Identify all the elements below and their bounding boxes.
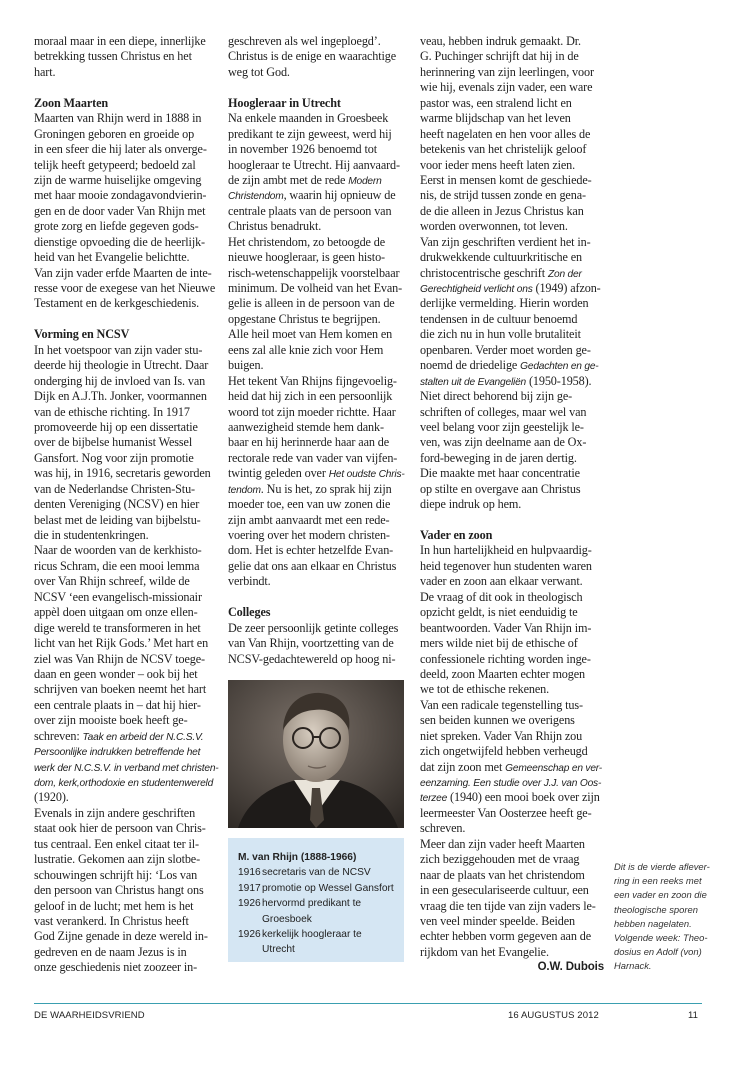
text-line: belast met de leiding van bijbelstu- [34, 512, 201, 527]
text-line: gelie dat ons aan elkaar en Christus [228, 558, 397, 573]
italic-title: werk der N.C.S.V. in verband met christen- [34, 762, 219, 774]
sidenote-line: hebben nagelaten. [614, 917, 692, 929]
timeline-row [238, 927, 404, 958]
text-line: weg tot God. [228, 64, 290, 79]
text-line: van de Nederlandse Christen-Stu- [34, 481, 195, 496]
text-line: schriften of colleges, maar wel van [420, 404, 587, 419]
text-line: in november 1926 benoemd tot [228, 142, 377, 157]
text-line [228, 173, 408, 188]
text-line: Testament en de kerkgeschiedenis. [34, 296, 200, 311]
timeline-year: 1917 [238, 882, 261, 894]
timeline-row [238, 881, 404, 896]
timeline-text-line: promotie op Wessel Gansfort [262, 882, 394, 894]
timeline-text [262, 927, 362, 958]
text-line: dienstige opvoeding die de heerlijk- [34, 234, 205, 249]
text-line: baar en hij herinnerde haar aan de [228, 435, 390, 450]
text-line [34, 760, 220, 775]
text-line: woord tot zijn moeder richtte. Haar [228, 404, 396, 419]
text-line: G. Puchinger schrijft dat hij in de [420, 49, 579, 64]
text-line: over zijn mooiste boek heeft ge- [34, 713, 188, 728]
text-line: In hun hartelijkheid en hulpvaardig- [420, 543, 592, 558]
text-line [420, 374, 604, 389]
text-line: veau, hebben indruk gemaakt. Dr. [420, 34, 581, 48]
text-line: van de ethische richting. In 1917 [34, 404, 190, 419]
footer-divider [34, 1003, 702, 1004]
text-line: schreven. [420, 821, 466, 836]
text-line: In het voetspoor van zijn vader stu- [34, 342, 203, 357]
text-line: promoveerde hij op een dissertatie [34, 419, 198, 434]
text-line [34, 744, 220, 759]
text-line: moraal maar in een diepe, innerlijke [34, 34, 206, 48]
text-line: naar de plaats van het christendom [420, 867, 585, 882]
text-line: veel belang voor zijn geestelijk le- [420, 419, 584, 434]
text-segment: dat zijn zoon met [420, 759, 506, 774]
text-line: deeld, zoon Maarten echter mogen [420, 666, 586, 681]
text-line [228, 482, 408, 497]
text-line: nis, de strijd tussen zonde en gena- [420, 188, 586, 203]
text-line: vast verankerd. In Christus heeft [34, 913, 189, 928]
text-line: die in studentenkringen. [34, 528, 149, 542]
sidenote-line: een vader en zoon die [614, 889, 707, 901]
text-line: over de bijbelse humanist Wessel [34, 435, 193, 450]
text-line: hoogleraar te Utrecht. Hij aanvaard- [228, 157, 400, 172]
text-line: opgestane Christus te begrijpen. [228, 311, 381, 326]
text-line: (1920). [34, 790, 69, 805]
blank-line [34, 312, 220, 327]
text-line: diepe indruk op hem. [420, 497, 522, 512]
portrait-photo [228, 680, 404, 828]
text-line: ven veel minder speelde. Beiden [420, 913, 575, 928]
text-line: pastor was, een stralend licht en [420, 95, 572, 110]
section-heading: Colleges [228, 605, 271, 620]
italic-title: stalten uit de Evangeliën [420, 376, 527, 388]
text-line: zich ongetwijfeld hebben verheugd [420, 744, 588, 759]
timeline-text [262, 865, 371, 880]
text-line: openbaren. Verder moet worden ge- [420, 342, 591, 357]
text-line: Niet direct behorend bij zijn ge- [420, 389, 573, 404]
timeline-year: 1926 [238, 929, 261, 941]
italic-title: Gemeenschap en ver- [505, 762, 602, 774]
text-line: heid dat hij zich in een persoonlijk [228, 389, 393, 404]
timeline-year: 1926 [238, 898, 261, 910]
text-line: betrekking tussen Christus en het [34, 49, 192, 64]
text-line: nieuwe hoogleraar, is geen histo- [228, 250, 385, 265]
text-line: de die alleen in Jezus Christus kan [420, 203, 584, 218]
text-line: gelie is alleen in de persoon van de [228, 296, 395, 311]
article-column-2 [228, 34, 408, 667]
italic-title: Zon der [547, 268, 582, 280]
text-line: niet spreken. Vader Van Rhijn zou [420, 728, 583, 743]
section-heading: Zoon Maarten [34, 95, 109, 110]
text-line: De zeer persoonlijk getinte colleges [228, 620, 399, 635]
text-line: schrijven van boeken neemt het hart [34, 682, 207, 697]
timeline-text-line: kerkelijk hoogleraar te [262, 929, 362, 941]
text-line: Meer dan zijn vader heeft Maarten [420, 836, 585, 851]
article-column-1 [34, 34, 220, 976]
text-segment: christocentrische geschrift [420, 265, 548, 280]
text-line [420, 266, 604, 281]
text-line: vader en zoon aan elkaar verwant. [420, 574, 583, 589]
sidenote-line: Dit is de vierde aflever- [614, 861, 710, 872]
text-line: licht van het Rijk Gods.’ Met hart en [34, 636, 209, 651]
text-line: NCSV-gedachtewereld op hoog ni- [228, 651, 396, 666]
italic-title: Taak en arbeid der N.C.S.V. [82, 731, 204, 743]
text-line: De vraag of dit ook in theologisch [420, 589, 583, 604]
text-line: resse voor de exegese van het Nieuwe [34, 281, 216, 295]
sidenote-line: Volgende week: Theo- [614, 932, 708, 944]
paragraph [420, 34, 604, 513]
sidenote-line: theologische sporen [614, 903, 698, 915]
article-column-3 [420, 34, 604, 976]
italic-title: Het oudste Chris- [328, 469, 405, 481]
text-line [34, 729, 220, 744]
text-line: heeft nagelaten en hen voor alles de [420, 126, 591, 141]
text-line: Het christendom, zo betoogde de [228, 234, 386, 249]
italic-title: terzee [420, 793, 448, 805]
timeline-row [238, 896, 404, 927]
text-line: Christus benadrukt. [228, 219, 322, 234]
text-line: in een sfeer die hij later als onverge- [34, 142, 207, 157]
text-line: echter hebben vorm gegeven aan de [420, 929, 591, 944]
text-line: daan en geen wonder – ook bij het [34, 666, 198, 681]
caption-title: M. van Rhijn (1888-1966) [238, 852, 357, 863]
paragraph [34, 34, 220, 80]
text-line: appèl doen uitgaan om onze ellen- [34, 605, 198, 620]
text-line: onderging hij de invloed van Is. van [34, 373, 206, 388]
text-line: hart. [34, 64, 56, 79]
paragraph [228, 111, 408, 590]
italic-title: dom, kerk,orthodoxie en studentenwereld [34, 778, 214, 789]
text-line: wie hij, evenals zijn vader, een ware [420, 80, 593, 95]
section-heading: Vorming en NCSV [34, 327, 130, 342]
text-line: vraag die ten tijde van zijn vaders le- [420, 898, 596, 913]
text-line: we tot de ethische rekenen. [420, 682, 550, 697]
text-line: Naar de woorden van de kerkhisto- [34, 543, 202, 558]
text-line: gedreven en de naam Jezus is in [34, 944, 187, 959]
text-line: ven, was zijn deelname aan de Ox- [420, 435, 587, 450]
text-segment: (1950-1958). [526, 373, 592, 388]
timeline-text-line: Utrecht [262, 944, 295, 956]
section-heading: Hoogleraar in Utrecht [228, 95, 341, 110]
text-line: Christus is de enige en waarachtige [228, 49, 397, 64]
text-line: rijkdom van het Evangelie. [420, 944, 549, 959]
text-line: confessionele richting worden inge- [420, 651, 591, 666]
timeline-row [238, 865, 404, 880]
text-line: rectorale rede van vader van vijfen- [228, 450, 398, 465]
italic-title: Persoonlijke indrukken betreffende het [34, 747, 201, 759]
text-line: verbindt. [228, 574, 271, 589]
text-line: ford-beweging in de jaren dertig. [420, 450, 577, 465]
text-segment: twintig geleden over [228, 466, 329, 481]
sidenote-line: Harnack. [614, 960, 652, 972]
text-line: die zich nu in hun volle brutaliteit [420, 327, 581, 342]
text-line: Dijk en A.J.Th. Jonker, voormannen [34, 389, 207, 404]
text-line: denten Vereniging (NCSV) en hier [34, 497, 200, 512]
text-line: ricus Schram, die een mooi lemma [34, 558, 200, 573]
footer-date: 16 AUGUSTUS 2012 [508, 1010, 599, 1021]
text-line: ziel was Van Rhijn de NCSV toege- [34, 651, 205, 666]
sidenote-line: ring in een reeks met [614, 875, 702, 887]
text-segment: (1940) een mooi boek over zijn [447, 790, 600, 805]
text-line: tendensen in de cultuur benoemd [420, 311, 578, 326]
text-line: leermeester Van Oosterzee heeft ge- [420, 805, 592, 820]
timeline-text-line: secretaris van de NCSV [262, 867, 371, 879]
text-line: herinnering van zijn leerlingen, voor [420, 64, 594, 79]
text-segment: noemd de driedelige [420, 358, 521, 373]
text-line: Van zijn vader erfde Maarten de inte- [34, 265, 212, 280]
author-signature: O.W. Dubois [537, 961, 604, 974]
text-line: heid van het Evangelie belichtte. [34, 250, 190, 265]
text-line: grote zorg en liefde gegeven gods- [34, 219, 199, 234]
text-line: onze geschiedenis niet zoozeer in- [34, 960, 198, 975]
text-line: moeder toe, een van uw zonen die [228, 497, 391, 512]
text-line: opzicht geldt, is niet eenduidig te [420, 605, 578, 620]
text-line: predikant te zijn geweest, werd hij [228, 126, 392, 141]
blank-line [228, 590, 408, 605]
text-line: betekenis van het christelijk geloof [420, 142, 587, 157]
text-line [420, 281, 604, 296]
text-line: eens zal alle knie zich voor Hem [228, 342, 384, 357]
italic-title: tendom [228, 484, 261, 496]
paragraph [420, 543, 604, 960]
text-line: worden overwonnen, tot leven. [420, 219, 568, 234]
text-line: zijn de warme huiselijke omgeving [34, 172, 202, 187]
text-line: telijk heeft getypeerd; bedoeld zal [34, 157, 196, 172]
text-line: Eerst in mensen komt de geschiede- [420, 172, 592, 187]
text-line: staat ook hier de persoon van Chris- [34, 821, 206, 836]
text-line: beantwoorden. Vader Van Rhijn im- [420, 620, 592, 635]
text-line [420, 790, 604, 805]
text-line: van Van Rhijn, voortzetting van de [228, 636, 394, 651]
paragraph [228, 621, 408, 667]
timeline-text-line: hervormd predikant te [262, 898, 362, 910]
text-line: met haar mooie zondagavondvierin- [34, 188, 207, 203]
text-line: Evenals in zijn andere geschriften [34, 805, 196, 820]
italic-title: Christendom [228, 191, 284, 203]
text-line: tus centraal. Een enkel citaat ter il- [34, 836, 199, 851]
text-line: Van een radicale tegenstelling tus- [420, 697, 583, 712]
text-line: over Van Rhijn schreef, wilde de [34, 574, 190, 589]
text-line [34, 775, 220, 790]
text-line: Na enkele maanden in Groesbeek [228, 111, 389, 126]
text-line: Groningen geboren en groeide op [34, 126, 195, 141]
text-segment: de zijn ambt met de rede [228, 172, 349, 187]
text-line [228, 188, 408, 203]
text-line: lustratie. Gekomen aan zijn slotbe- [34, 852, 201, 867]
italic-title: eenzaming. Een studie over J.J. van Oos- [420, 778, 602, 789]
text-line: dom. Het is echter hetzelfde Evan- [228, 543, 394, 558]
text-line: NCSV ‘een evangelisch-missionair [34, 589, 202, 604]
italic-title: Gedachten en ge- [520, 361, 599, 373]
timeline-text-line: Groesboek [262, 913, 312, 925]
text-line: voering over het modern christen- [228, 528, 390, 542]
text-line [420, 775, 604, 790]
text-line: Gansfort. Nog voor zijn promotie [34, 450, 194, 465]
blank-line [34, 80, 220, 95]
text-line: in een geseculariseerde cultuur, een [420, 883, 589, 898]
text-line: Het tekent Van Rhijns fijngevoelig- [228, 373, 397, 388]
text-line: Alle heil moet van Hem komen en [228, 327, 393, 342]
series-sidenote [614, 860, 714, 974]
text-line: mers wilde niet bij de ethische of [420, 636, 578, 651]
text-line: aanwezigheid stemde hem dank- [228, 419, 384, 434]
text-line: buigen. [228, 358, 264, 373]
text-line: was hij, in 1916, secretaris geworden [34, 466, 211, 481]
text-line: centrale plaats van de persoon van [228, 203, 392, 218]
text-line: Van zijn geschriften verdient het in- [420, 234, 591, 249]
paragraph [34, 111, 220, 312]
timeline-text [262, 896, 361, 927]
text-segment: schreven: [34, 728, 83, 743]
italic-title: Gerechtigheid verlicht ons [420, 284, 533, 295]
text-line: op stilte en overgave aan Christus [420, 481, 581, 496]
text-line: geloof in de lucht; met hem is het [34, 898, 194, 913]
text-line: den persoon van Christus hangt ons [34, 883, 204, 898]
text-line: deerde hij theologie in Utrecht. Daar [34, 358, 209, 373]
footer-publication: DE WAARHEIDSVRIEND [34, 1010, 145, 1021]
paragraph [34, 343, 220, 976]
text-line: een centrale plaats in – dat hij hier- [34, 697, 201, 712]
text-line: schouwingen schrijft hij: ‘Los van [34, 867, 198, 882]
text-line: warme blijdschap van het leven [420, 111, 571, 126]
text-line [228, 466, 408, 481]
blank-line [420, 513, 604, 528]
text-line: derlijke vermelding. Hierin worden [420, 296, 589, 311]
timeline-year: 1916 [238, 867, 261, 879]
timeline-caption-box [228, 838, 404, 962]
text-line: risch-wetenschappelijk voorstelbaar [228, 265, 400, 280]
text-line: geschreven als wel ingeploegd’. [228, 34, 381, 48]
text-line: Maarten van Rhijn werd in 1888 in [34, 111, 202, 126]
text-line: minimum. De volheid van het Evan- [228, 281, 403, 295]
text-line [420, 760, 604, 775]
timeline-text [262, 881, 394, 896]
text-line: God Zijne genade in deze wereld in- [34, 929, 208, 944]
text-line: Die maakte met haar concentratie [420, 466, 580, 481]
sidenote-line: dosius en Adolf (von) [614, 946, 702, 958]
paragraph [228, 34, 408, 80]
text-line: dige wereld te transformeren in het [34, 620, 201, 635]
text-line: zich beziggehouden met de vraag [420, 852, 580, 867]
text-line: voor ieder mens heeft laten zien. [420, 157, 576, 172]
italic-title: Modern [348, 175, 382, 187]
text-line: gen en de door vader Van Rhijn met [34, 203, 206, 218]
section-heading: Vader en zoon [420, 528, 493, 542]
text-segment: . Nu is het, zo sprak hij zijn [260, 481, 392, 496]
blank-line [228, 80, 408, 95]
text-line: sen beiden kunnen we overigens [420, 713, 575, 728]
text-segment: , waarin hij opnieuw de [283, 188, 396, 203]
text-line [420, 358, 604, 373]
page-number: 11 [688, 1010, 699, 1021]
caption-rows [238, 865, 404, 957]
text-line: zijn ambt aanvaardt met een rede- [228, 512, 390, 527]
text-line: drukwekkende cultuurkritische en [420, 250, 582, 265]
text-line: heid tegenover hun studenten waren [420, 558, 592, 573]
text-segment: (1949) afzon- [532, 281, 601, 295]
